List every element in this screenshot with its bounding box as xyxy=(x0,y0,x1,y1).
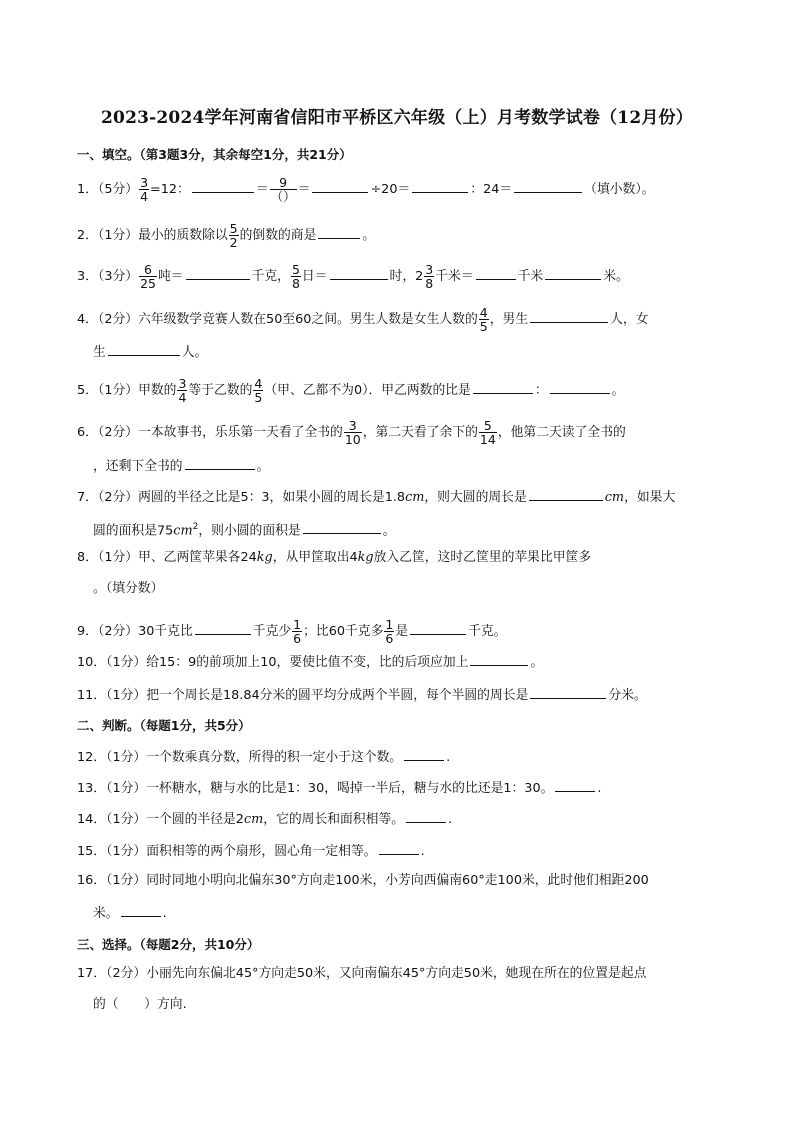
question-8-cont: 。（填分数） xyxy=(93,581,164,596)
question-10: 10．（1分）给15：9的前项加上10，要使比值不变，比的后项应加上 。 xyxy=(77,652,543,672)
answer-blank[interactable] xyxy=(412,179,468,193)
question-17: 17．（2分）小丽先向东偏北45°方向走50米，又向南偏东45°方向走50米，她现在所在的位置是起点 xyxy=(77,966,647,981)
answer-blank[interactable] xyxy=(555,778,595,792)
fraction: $\frac{6}{25}$ xyxy=(140,262,156,291)
answer-blank[interactable] xyxy=(318,225,360,239)
fraction: $\frac{3}{4}$ xyxy=(178,376,187,405)
question-7: 7．（2分）两圆的半径之比是5：3，如果小圆的周长是1.8cm，则大圆的周长是 cm，如果大 xyxy=(77,487,675,507)
question-6-cont: ，还剩下全书的 。 xyxy=(93,456,269,476)
answer-blank[interactable] xyxy=(404,747,444,761)
section-heading-choice: 三、选择。（每题2分，共10分） xyxy=(77,937,260,952)
fraction: $\frac{1}{6}$ xyxy=(385,617,394,646)
question-3: 3．（3分） $\frac{6}{25}$ 吨＝ 千克， $\frac{5}{8}$ 日＝ 时，2 $\frac{3}{8}$ 千米＝ 千米 米。 xyxy=(77,262,629,291)
answer-blank[interactable] xyxy=(108,342,180,356)
answer-blank[interactable] xyxy=(330,266,388,280)
fraction: $\frac{3}{10}$ xyxy=(344,418,361,447)
question-8: 8．（1分）甲、乙两筐苹果各24kg，从甲筐取出4kg放入乙筐，这时乙筐里的苹果比甲筐多 xyxy=(77,550,592,565)
fraction: $\frac{3}{4}$ xyxy=(140,175,149,204)
answer-blank[interactable] xyxy=(473,380,533,394)
answer-blank[interactable] xyxy=(530,309,608,323)
question-6: 6．（2分）一本故事书，乐乐第一天看了全书的 $\frac{3}{10}$ ，第二天看了余下的 $\frac{5}{14}$ ，他第二天读了全书的 xyxy=(77,418,626,447)
answer-blank[interactable] xyxy=(476,266,516,280)
question-4-cont: 生 人。 xyxy=(93,342,207,362)
answer-blank[interactable] xyxy=(379,841,419,855)
answer-blank[interactable] xyxy=(312,179,368,193)
answer-blank[interactable] xyxy=(303,520,381,534)
fraction: $\frac{3}{8}$ xyxy=(425,262,434,291)
answer-blank[interactable] xyxy=(410,621,466,635)
question-5: 5．（1分）甲数的 $\frac{3}{4}$ 等于乙数的 $\frac{4}{5}$ （甲、乙都不为0）．甲乙两数的比是 ： 。 xyxy=(77,376,625,405)
answer-blank[interactable] xyxy=(185,456,255,470)
answer-blank[interactable] xyxy=(529,487,603,501)
answer-blank[interactable] xyxy=(470,652,528,666)
answer-blank[interactable] xyxy=(186,266,250,280)
question-16-cont: 米。 . xyxy=(93,903,167,923)
question-9: 9．（2分）30千克比 千克少 $\frac{1}{6}$ ；比60千克多 $\frac{1}{6}$ 是 千克。 xyxy=(77,617,507,646)
answer-blank[interactable] xyxy=(545,266,601,280)
question-number: 1．（5分） xyxy=(77,182,139,197)
question-7-cont: 圆的面积是$75cm^2$，则小圆的面积是 。 xyxy=(93,522,396,539)
fraction: $\frac{4}{5}$ xyxy=(479,305,488,334)
fraction: $\frac{1}{6}$ xyxy=(293,617,302,646)
answer-blank[interactable] xyxy=(195,621,251,635)
fraction: $\frac{5}{2}$ xyxy=(229,221,238,250)
question-16: 16．（1分）同时同地小明向北偏东30°方向走100米，小芳向西偏南60°走100米，此时他们相距200 xyxy=(77,873,649,888)
answer-blank[interactable] xyxy=(530,685,606,699)
question-2: 2．（1分）最小的质数除以 $\frac{5}{2}$ 的倒数的商是 。 xyxy=(77,221,376,250)
answer-blank[interactable] xyxy=(406,809,446,823)
question-14: 14．（1分）一个圆的半径是2cm，它的周长和面积相等。 . xyxy=(77,809,452,829)
question-1: 1．（5分） $\frac{3}{4}$ =12： ＝ $\frac{9}{()}$ ＝ ÷20＝ ：24＝ （填小数）。 xyxy=(77,175,655,204)
fraction: $\frac{9}{()}$ xyxy=(270,175,296,204)
question-11: 11．（1分）把一个周长是18.84分米的圆平均分成两个半圆，每个半圆的周长是 分米。 xyxy=(77,685,647,705)
section-heading-fill: 一、填空。（第3题3分，其余每空1分，共21分） xyxy=(77,147,352,162)
question-13: 13．（1分）一杯糖水，糖与水的比是1：30，喝掉一半后，糖与水的比还是1：30。 . xyxy=(77,778,601,798)
question-12: 12．（1分）一个数乘真分数，所得的积一定小于这个数。 . xyxy=(77,747,450,767)
question-15: 15．（1分）面积相等的两个扇形，圆心角一定相等。 . xyxy=(77,841,425,861)
question-17-cont: 的（ ）方向. xyxy=(93,997,187,1012)
page-title: 2023-2024学年河南省信阳市平桥区六年级（上）月考数学试卷（12月份） xyxy=(101,108,693,128)
mixed-number: 2 xyxy=(415,268,424,284)
fraction: $\frac{5}{14}$ xyxy=(479,418,496,447)
answer-blank[interactable] xyxy=(192,179,254,193)
question-4: 4．（2分）六年级数学竞赛人数在50至60之间。男生人数是女生人数的 $\frac{4}{5}$ ，男生 人，女 xyxy=(77,305,649,334)
section-heading-judge: 二、判断。（每题1分，共5分） xyxy=(77,718,251,733)
fraction: $\frac{5}{8}$ xyxy=(291,262,300,291)
fraction: $\frac{4}{5}$ xyxy=(254,376,263,405)
answer-blank[interactable] xyxy=(550,380,610,394)
answer-blank[interactable] xyxy=(121,903,161,917)
answer-blank[interactable] xyxy=(514,179,582,193)
